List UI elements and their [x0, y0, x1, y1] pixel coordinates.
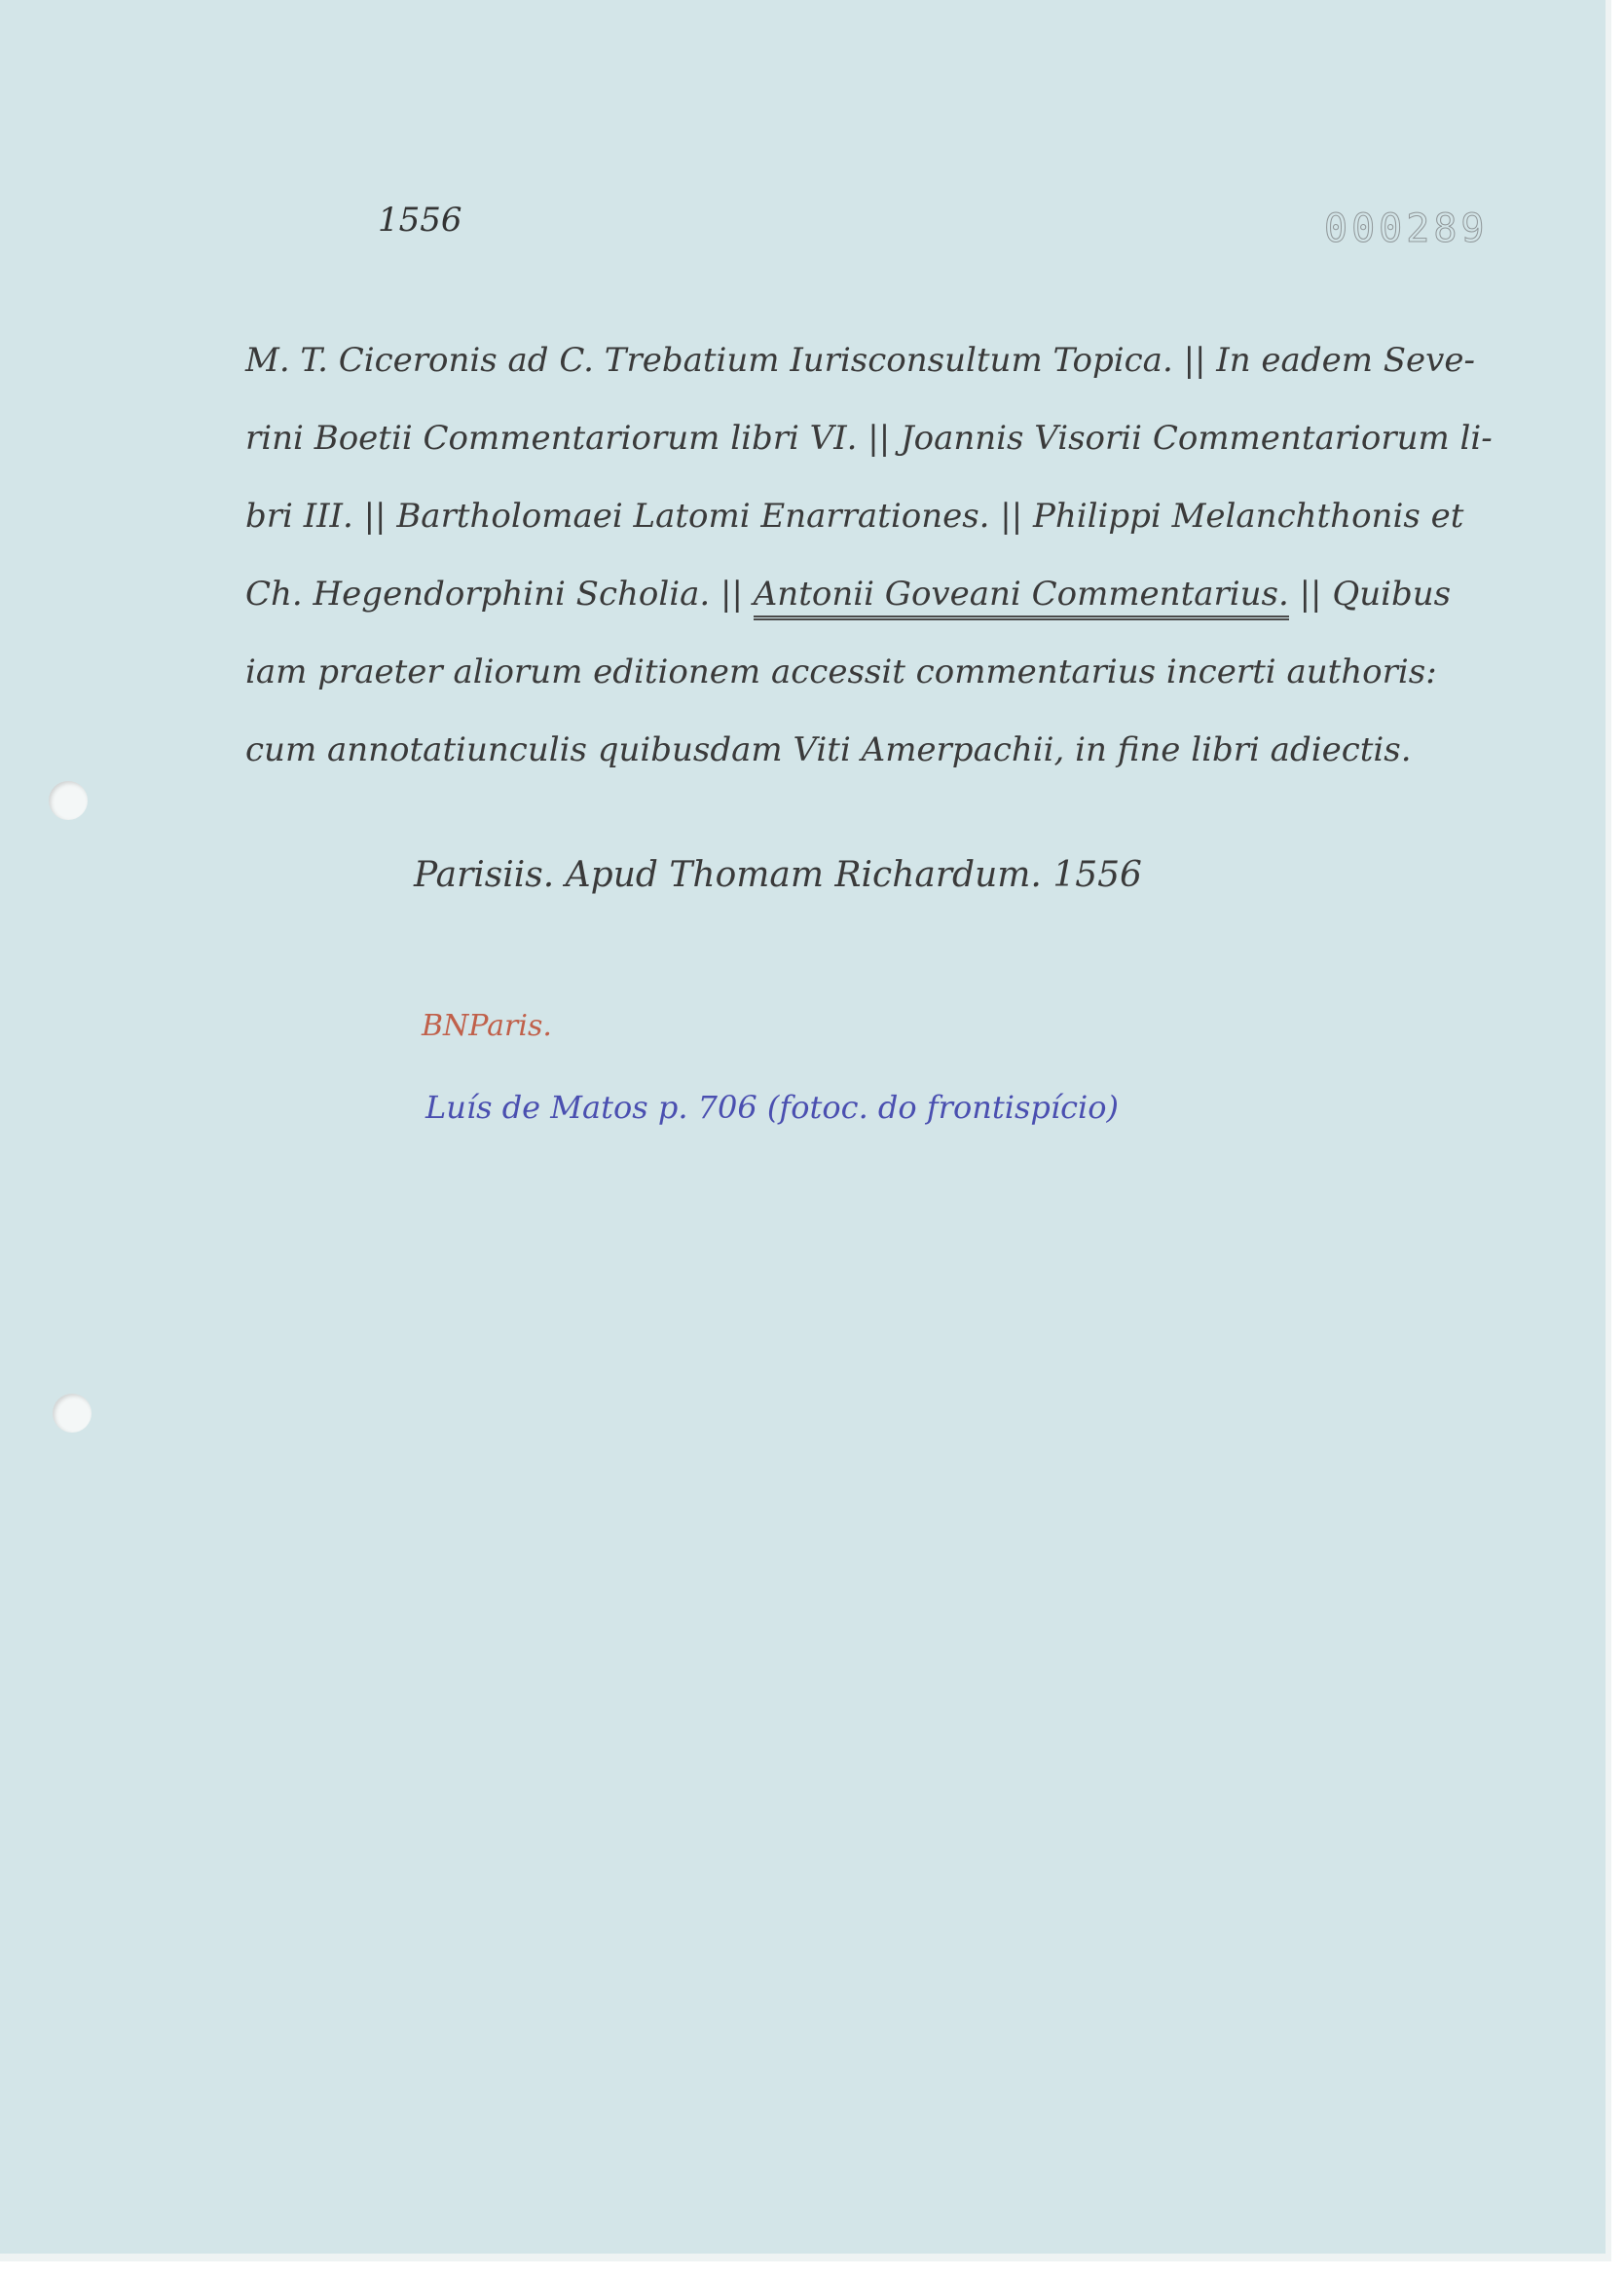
imprint-line: Parisiis. Apud Thomam Richardum. 1556: [414, 855, 1142, 895]
library-note: BNParis.: [422, 1009, 552, 1043]
title-transcription: [245, 321, 1511, 789]
title-line-5: iam praeter aliorum editionem accessit commentarius incerti authoris:: [245, 653, 1437, 691]
title-line-4-lead: Ch. Hegendorphini Scholia. ||: [245, 575, 754, 614]
title-line-3: bri III. || Bartholomaei Latomi Enarrationes. || Philippi Melanchthonis et: [245, 497, 1464, 536]
title-line-1: M. T. Ciceronis ad C. Trebatium Iurisconsultum Topica. || In eadem Seve-: [245, 341, 1475, 380]
title-line-4: [245, 555, 1511, 633]
title-line-4-tail: || Quibus: [1288, 575, 1452, 614]
title-line-2: rini Boetii Commentariorum libri VI. || Joannis Visorii Commentariorum li-: [245, 419, 1493, 458]
card-year: 1556: [378, 201, 462, 240]
title-line-6: cum annotatiunculis quibusdam Viti Amerpachii, in fine libri adiectis.: [245, 730, 1412, 769]
card-number-stamp: 000289: [1324, 206, 1489, 251]
punch-hole-bottom: [53, 1394, 92, 1433]
bibliographic-reference: Luís de Matos p. 706 (fotoc. do frontispício): [425, 1089, 1119, 1126]
underlined-author-title: Antonii Goveani Commentarius.: [754, 575, 1289, 620]
punch-hole-top: [49, 781, 88, 820]
